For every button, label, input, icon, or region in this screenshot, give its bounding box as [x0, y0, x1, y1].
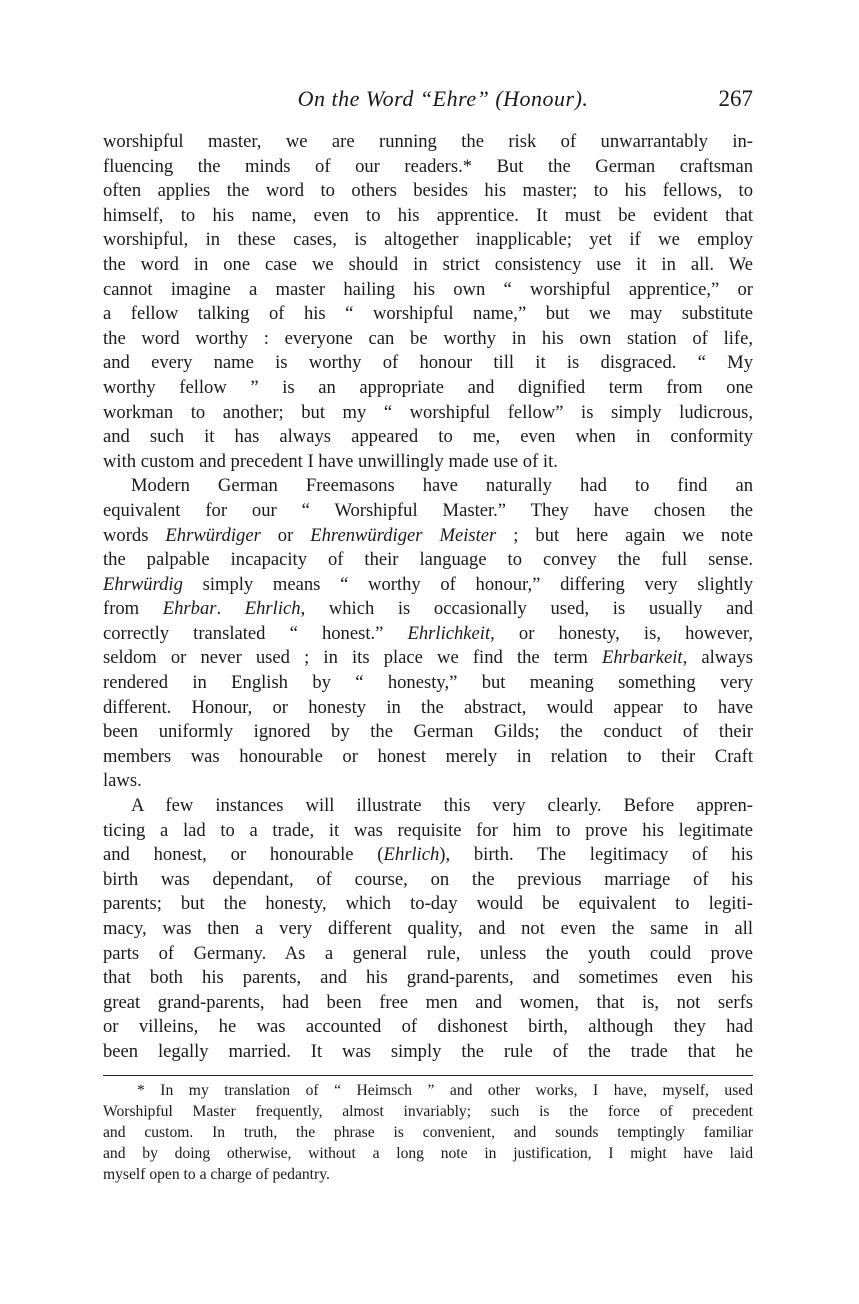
paragraph-2 — [103, 474, 753, 794]
text-line: parents; but the honesty, which to-day would be equivalent to legiti- — [103, 893, 753, 915]
footnote-line: myself open to a charge of pedantry. — [103, 1166, 330, 1184]
text-line: members was honourable or honest merely in relation to their Craft — [103, 745, 753, 767]
footnote-line: and by doing otherwise, without a long note in justification, I might have laid — [103, 1145, 753, 1163]
italic-term: Ehrbarkeit — [602, 647, 683, 669]
running-head — [103, 86, 753, 120]
text-line: birth was dependant, of course, on the previous marriage of his — [103, 868, 753, 890]
text-line: words Ehrwürdiger or Ehrenwürdiger Meister ; but here again we note — [103, 524, 753, 546]
text-line: with custom and precedent I have unwillingly made use of it. — [103, 450, 558, 472]
text-line: worshipful, in these cases, is altogether inapplicable; yet if we employ — [103, 229, 753, 251]
text-line: a fellow talking of his “ worshipful name,” but we may substitute — [103, 303, 753, 325]
text-line: been uniformly ignored by the German Gilds; the conduct of their — [103, 721, 753, 743]
text-line: equivalent for our “ Worshipful Master.” They have chosen the — [103, 499, 753, 521]
page-number: 267 — [718, 86, 753, 111]
text-line: himself, to his name, even to his apprentice. It must be evident that — [103, 204, 753, 226]
footnote-rule — [103, 1075, 753, 1076]
text-line: fluencing the minds of our readers.* But the German craftsman — [103, 155, 753, 177]
text-line: often applies the word to others besides his master; to his fellows, to — [103, 180, 753, 202]
body-text — [103, 130, 753, 1065]
text-line: been legally married. It was simply the rule of the trade that he — [103, 1040, 753, 1062]
paragraph-1 — [103, 130, 753, 474]
text-line: seldom or never used ; in its place we find the term Ehrbarkeit, always — [103, 647, 753, 669]
text-line: from Ehrbar. Ehrlich, which is occasionally used, is usually and — [103, 598, 754, 620]
italic-term: Ehrwürdig — [103, 573, 183, 595]
footnote — [103, 1080, 753, 1186]
text-line: that both his parents, and his grand-parents, and sometimes even his — [103, 967, 753, 989]
text-line: Ehrwürdig simply means “ worthy of honour,” differing very slightly — [103, 573, 753, 595]
text-line: the word worthy : everyone can be worthy in his own station of life, — [103, 327, 753, 349]
text-line: and every name is worthy of honour till it is disgraced. “ My — [103, 352, 753, 374]
italic-term: Ehrwürdiger — [165, 524, 261, 546]
italic-term: Ehrlichkeit — [407, 622, 491, 644]
text-line: correctly translated “ honest.” Ehrlichkeit, or honesty, is, however, — [103, 622, 753, 644]
text-line: A few instances will illustrate this very clearly. Before appren- — [131, 795, 753, 817]
text-line: parts of Germany. As a general rule, unless the youth could prove — [103, 942, 753, 964]
book-page — [103, 86, 753, 1186]
text-line: different. Honour, or honesty in the abstract, would appear to have — [103, 696, 753, 718]
text-line: worthy fellow ” is an appropriate and dignified term from one — [103, 376, 753, 398]
text-line: and such it has always appeared to me, even when in conformity — [103, 426, 753, 448]
paragraph-3 — [103, 794, 753, 1065]
text-line: workman to another; but my “ worshipful fellow” is simply ludicrous, — [103, 401, 753, 423]
text-line: rendered in English by “ honesty,” but meaning something very — [103, 672, 753, 694]
footnote-line: and custom. In truth, the phrase is convenient, and sounds temptingly familiar — [103, 1123, 753, 1141]
text-line: Modern German Freemasons have naturally had to find an — [131, 475, 753, 497]
running-title: On the Word “Ehre” (Honour). — [297, 86, 589, 111]
italic-term: Ehrlich — [244, 598, 301, 620]
italic-term: Ehrbar — [162, 598, 217, 620]
text-line: laws. — [103, 770, 142, 792]
text-line: and honest, or honourable (Ehrlich), birth. The legitimacy of his — [103, 844, 753, 866]
text-line: cannot imagine a master hailing his own “ worshipful apprentice,” or — [103, 278, 753, 300]
italic-term: Ehrenwürdiger Meister — [310, 524, 497, 546]
footnote-line: Worshipful Master frequently, almost invariably; such is the force of precedent — [103, 1102, 753, 1120]
text-line: the word in one case we should in strict consistency use it in all. We — [103, 253, 753, 275]
text-line: worshipful master, we are running the risk of unwarrantably in- — [103, 131, 753, 152]
text-line: the palpable incapacity of their language to convey the full sense. — [103, 549, 753, 571]
text-line: ticing a lad to a trade, it was requisite for him to prove his legitimate — [103, 819, 753, 841]
footnote-line: * In my translation of “ Heimsch ” and other works, I have, myself, used — [137, 1081, 753, 1099]
text-line: macy, was then a very different quality, and not even the same in all — [103, 918, 753, 939]
text-line: great grand-parents, had been free men and women, that is, not serfs — [103, 991, 753, 1013]
italic-term: Ehrlich — [383, 844, 440, 866]
text-line: or villeins, he was accounted of dishonest birth, although they had — [103, 1016, 753, 1038]
